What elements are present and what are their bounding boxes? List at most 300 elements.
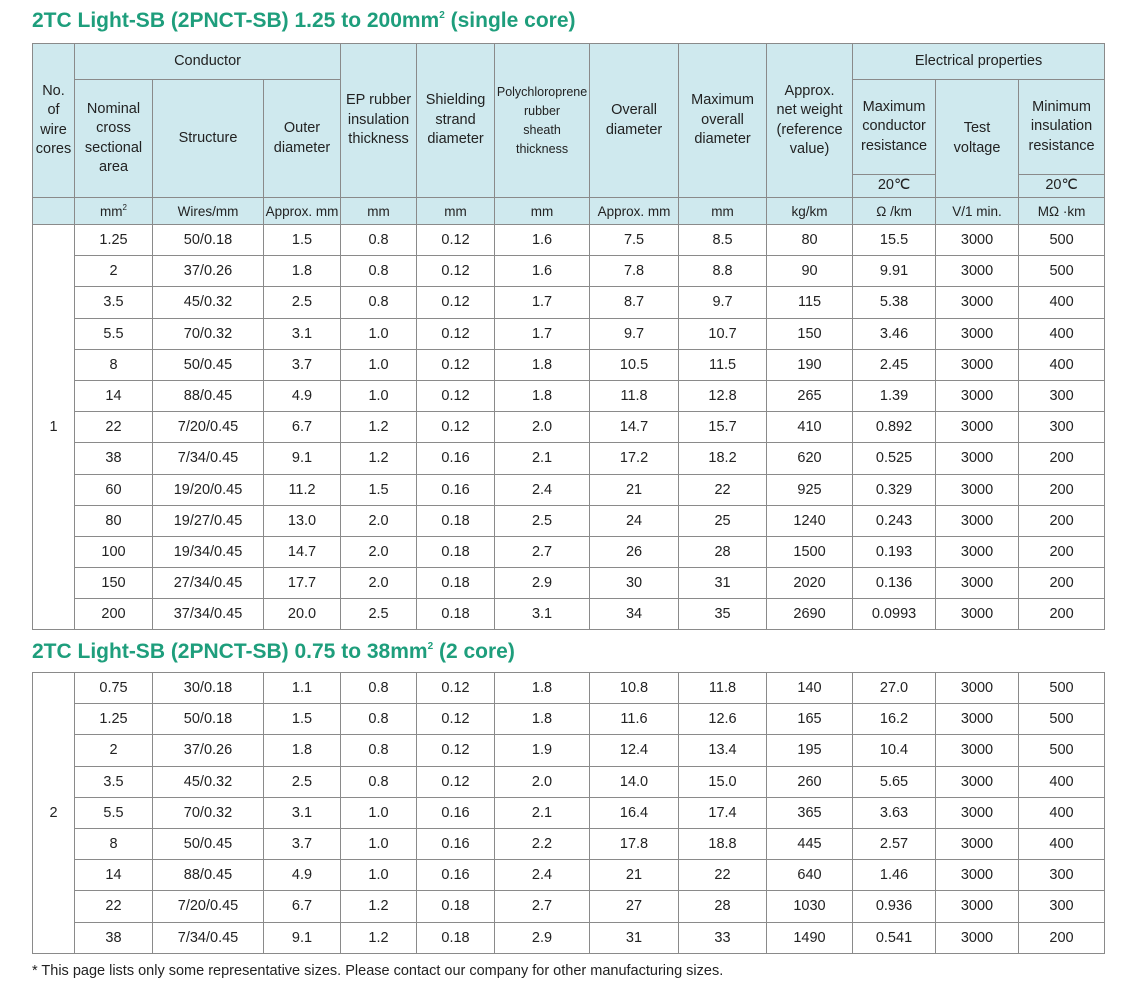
table-cell: 0.525 — [853, 443, 936, 474]
table-cell: 1.8 — [264, 256, 341, 287]
table-cell: 9.91 — [853, 256, 936, 287]
table-cell: 3000 — [936, 860, 1019, 891]
cores-count-cell: 2 — [33, 673, 75, 954]
table-cell: 3.63 — [853, 797, 936, 828]
unit-voltage: V/1 min. — [936, 198, 1019, 225]
table-cell: 115 — [767, 287, 853, 318]
table-cell: 3000 — [936, 828, 1019, 859]
table-cell: 7.8 — [590, 256, 679, 287]
table-cell: 26 — [590, 536, 679, 567]
table-cell: 500 — [1019, 225, 1105, 256]
table-cell: 31 — [590, 922, 679, 953]
table-cell: 10.5 — [590, 349, 679, 380]
table-cell: 8.8 — [679, 256, 767, 287]
table-row — [33, 349, 1105, 380]
table-cell: 9.1 — [264, 443, 341, 474]
table-cell: 24 — [590, 505, 679, 536]
unit-structure: Wires/mm — [153, 198, 264, 225]
table-cell: 1.1 — [264, 673, 341, 704]
header-max-overall-diameter: Maximum overall diameter — [679, 44, 767, 198]
table-cell: 2 — [75, 256, 153, 287]
table-cell: 12.8 — [679, 380, 767, 411]
table-cell: 88/0.45 — [153, 860, 264, 891]
table-cell: 12.4 — [590, 735, 679, 766]
table-cell: 31 — [679, 568, 767, 599]
table-cell: 6.7 — [264, 891, 341, 922]
table-cell: 16.4 — [590, 797, 679, 828]
table-cell: 21 — [590, 474, 679, 505]
table-cell: 260 — [767, 766, 853, 797]
table-cell: 1.39 — [853, 380, 936, 411]
table-cell: 0.18 — [417, 505, 495, 536]
table-cell: 12.6 — [679, 704, 767, 735]
table-row — [33, 599, 1105, 630]
table-cell: 37/0.26 — [153, 735, 264, 766]
table-cell: 38 — [75, 443, 153, 474]
table-cell: 8 — [75, 828, 153, 859]
table-cell: 2 — [75, 735, 153, 766]
table-cell: 3000 — [936, 443, 1019, 474]
table-cell: 140 — [767, 673, 853, 704]
table-cell: 7/34/0.45 — [153, 443, 264, 474]
table-cell: 2.5 — [495, 505, 590, 536]
header-structure: Structure — [153, 80, 264, 198]
header-conductor: Conductor — [75, 44, 341, 80]
table-cell: 3000 — [936, 536, 1019, 567]
table-cell: 37/34/0.45 — [153, 599, 264, 630]
two-core-spec-table — [32, 672, 1105, 954]
table-cell: 1.5 — [264, 704, 341, 735]
table-cell: 20.0 — [264, 599, 341, 630]
table-cell: 3000 — [936, 797, 1019, 828]
table-cell: 21 — [590, 860, 679, 891]
table-row — [33, 828, 1105, 859]
table-row — [33, 380, 1105, 411]
table-cell: 620 — [767, 443, 853, 474]
table-cell: 10.7 — [679, 318, 767, 349]
table-cell: 1.5 — [341, 474, 417, 505]
table-cell: 3.46 — [853, 318, 936, 349]
table-row — [33, 443, 1105, 474]
table-row — [33, 225, 1105, 256]
table-cell: 2.57 — [853, 828, 936, 859]
table-cell: 1.8 — [495, 704, 590, 735]
table-cell: 2.5 — [264, 766, 341, 797]
table-cell: 22 — [75, 891, 153, 922]
table-cell: 2.7 — [495, 891, 590, 922]
table-cell: 0.0993 — [853, 599, 936, 630]
table-cell: 30 — [590, 568, 679, 599]
table-cell: 3.1 — [495, 599, 590, 630]
table-cell: 0.12 — [417, 380, 495, 411]
table-cell: 8 — [75, 349, 153, 380]
table-cell: 640 — [767, 860, 853, 891]
table-row — [33, 474, 1105, 505]
table-cell: 0.12 — [417, 704, 495, 735]
table-cell: 1.8 — [264, 735, 341, 766]
table-row — [33, 766, 1105, 797]
table-cell: 50/0.45 — [153, 349, 264, 380]
unit-overall: Approx. mm — [590, 198, 679, 225]
table-cell: 17.2 — [590, 443, 679, 474]
table-cell: 3000 — [936, 412, 1019, 443]
table-cell: 0.75 — [75, 673, 153, 704]
table-cell: 0.18 — [417, 568, 495, 599]
table-cell: 9.7 — [679, 287, 767, 318]
table-cell: 5.5 — [75, 797, 153, 828]
table-cell: 1.9 — [495, 735, 590, 766]
table-cell: 34 — [590, 599, 679, 630]
table-cell: 925 — [767, 474, 853, 505]
table-row — [33, 256, 1105, 287]
table-title-two-core: 2TC Light-SB (2PNCT-SB) 0.75 to $38mm^2$ (2 core) — [32, 640, 515, 663]
table-cell: 15.7 — [679, 412, 767, 443]
table-cell: 2.0 — [341, 568, 417, 599]
table-cell: 15.0 — [679, 766, 767, 797]
table-cell: 0.16 — [417, 443, 495, 474]
table-cell: 2020 — [767, 568, 853, 599]
table-cell: 50/0.18 — [153, 225, 264, 256]
table-cell: 3000 — [936, 766, 1019, 797]
table-cell: 0.12 — [417, 287, 495, 318]
table-cell: 14 — [75, 380, 153, 411]
table-title-single-core: 2TC Light-SB (2PNCT-SB) 1.25 to $200mm^2$ (single core) — [32, 9, 576, 32]
table-cell: 1.25 — [75, 225, 153, 256]
header-cores: No. of wire cores — [33, 44, 75, 198]
table-cell: 25 — [679, 505, 767, 536]
table-cell: 300 — [1019, 380, 1105, 411]
table-row — [33, 704, 1105, 735]
table-cell: 3000 — [936, 568, 1019, 599]
table-cell: 500 — [1019, 704, 1105, 735]
table-cell: 0.8 — [341, 673, 417, 704]
unit-shield: mm — [417, 198, 495, 225]
table-cell: 30/0.18 — [153, 673, 264, 704]
header-temp-resistance: 20℃ — [853, 175, 936, 198]
header-sheath: Polychloroprene rubber sheath thickness — [495, 44, 590, 198]
table-cell: 0.12 — [417, 673, 495, 704]
table-cell: 2.7 — [495, 536, 590, 567]
table-cell: 19/34/0.45 — [153, 536, 264, 567]
table-cell: 28 — [679, 891, 767, 922]
table-cell: 0.936 — [853, 891, 936, 922]
table-cell: 0.12 — [417, 225, 495, 256]
table-cell: 7.5 — [590, 225, 679, 256]
table-cell: 0.16 — [417, 474, 495, 505]
table-cell: 200 — [75, 599, 153, 630]
table-cell: 200 — [1019, 536, 1105, 567]
table-cell: 3000 — [936, 318, 1019, 349]
unit-sheath: mm — [495, 198, 590, 225]
table-cell: 70/0.32 — [153, 797, 264, 828]
table-cell: 2.9 — [495, 568, 590, 599]
table-cell: 2.1 — [495, 797, 590, 828]
unit-area: $mm^2$ — [75, 198, 153, 225]
table-cell: 11.5 — [679, 349, 767, 380]
table-cell: 33 — [679, 922, 767, 953]
table-cell: 300 — [1019, 891, 1105, 922]
table-cell: 1.46 — [853, 860, 936, 891]
table-cell: 3.1 — [264, 797, 341, 828]
table-cell: 2.4 — [495, 474, 590, 505]
cores-count-cell: 1 — [33, 225, 75, 630]
table-cell: 400 — [1019, 828, 1105, 859]
table-cell: 11.2 — [264, 474, 341, 505]
table-cell: 2.9 — [495, 922, 590, 953]
unit-outer: Approx. mm — [264, 198, 341, 225]
table-cell: 3.1 — [264, 318, 341, 349]
table-cell: 38 — [75, 922, 153, 953]
table-cell: 1.0 — [341, 380, 417, 411]
table-cell: 0.18 — [417, 599, 495, 630]
table-cell: 3000 — [936, 474, 1019, 505]
table-cell: 14 — [75, 860, 153, 891]
table-cell: 0.18 — [417, 536, 495, 567]
table-cell: 0.16 — [417, 860, 495, 891]
table-cell: 410 — [767, 412, 853, 443]
table-cell: 2.2 — [495, 828, 590, 859]
table-cell: 3000 — [936, 735, 1019, 766]
table-cell: 17.8 — [590, 828, 679, 859]
table-cell: 4.9 — [264, 860, 341, 891]
table-cell: 2.4 — [495, 860, 590, 891]
table-cell: 1.8 — [495, 349, 590, 380]
table-cell: 60 — [75, 474, 153, 505]
table-row — [33, 505, 1105, 536]
table-cell: 2.0 — [341, 505, 417, 536]
table-cell: 37/0.26 — [153, 256, 264, 287]
table-cell: 90 — [767, 256, 853, 287]
table-cell: 2.5 — [341, 599, 417, 630]
table-cell: 2.1 — [495, 443, 590, 474]
table-cell: 8.7 — [590, 287, 679, 318]
table-cell: 400 — [1019, 287, 1105, 318]
table-cell: 22 — [679, 474, 767, 505]
table-cell: 1.6 — [495, 256, 590, 287]
table-cell: 1.0 — [341, 828, 417, 859]
table-cell: 400 — [1019, 797, 1105, 828]
table-cell: 0.12 — [417, 766, 495, 797]
table-cell: 1.2 — [341, 891, 417, 922]
table-cell: 17.7 — [264, 568, 341, 599]
table-cell: 1.2 — [341, 412, 417, 443]
table-cell: 16.2 — [853, 704, 936, 735]
table-cell: 10.8 — [590, 673, 679, 704]
table-cell: 2.5 — [264, 287, 341, 318]
table-cell: 400 — [1019, 318, 1105, 349]
table-cell: 11.6 — [590, 704, 679, 735]
table-cell: 0.8 — [341, 735, 417, 766]
table-cell: 27.0 — [853, 673, 936, 704]
table-cell: 3.5 — [75, 287, 153, 318]
table-cell: 3000 — [936, 287, 1019, 318]
table-cell: 0.8 — [341, 225, 417, 256]
table-cell: 0.193 — [853, 536, 936, 567]
table-cell: 11.8 — [590, 380, 679, 411]
table-cell: 19/20/0.45 — [153, 474, 264, 505]
table-cell: 9.1 — [264, 922, 341, 953]
table-cell: 0.12 — [417, 412, 495, 443]
table-cell: 400 — [1019, 766, 1105, 797]
table-row — [33, 860, 1105, 891]
table-cell: 3.7 — [264, 349, 341, 380]
table-cell: 200 — [1019, 599, 1105, 630]
table-cell: 200 — [1019, 922, 1105, 953]
table-cell: 1.25 — [75, 704, 153, 735]
table-cell: 0.8 — [341, 256, 417, 287]
table-cell: 1.0 — [341, 349, 417, 380]
table-cell: 2.0 — [495, 412, 590, 443]
header-electrical: Electrical properties — [853, 44, 1105, 80]
table-cell: 1.2 — [341, 922, 417, 953]
table-cell: 3000 — [936, 505, 1019, 536]
table-cell: 13.4 — [679, 735, 767, 766]
table-cell: 80 — [767, 225, 853, 256]
single-core-spec-table — [32, 43, 1105, 630]
table-cell: 300 — [1019, 860, 1105, 891]
table-cell: 1240 — [767, 505, 853, 536]
table-row — [33, 673, 1105, 704]
table-row — [33, 568, 1105, 599]
table-cell: 0.8 — [341, 704, 417, 735]
table-cell: 19/27/0.45 — [153, 505, 264, 536]
table-cell: 17.4 — [679, 797, 767, 828]
table-cell: 28 — [679, 536, 767, 567]
table-cell: 35 — [679, 599, 767, 630]
table-cell: 365 — [767, 797, 853, 828]
table-cell: 1.6 — [495, 225, 590, 256]
table-cell: 0.12 — [417, 256, 495, 287]
table-cell: 1.8 — [495, 380, 590, 411]
table-cell: 3000 — [936, 922, 1019, 953]
table-cell: 200 — [1019, 568, 1105, 599]
table-row — [33, 891, 1105, 922]
table-cell: 14.7 — [264, 536, 341, 567]
table-cell: 6.7 — [264, 412, 341, 443]
header-test-voltage: Test voltage — [936, 80, 1019, 198]
table-cell: 0.243 — [853, 505, 936, 536]
table-cell: 0.12 — [417, 318, 495, 349]
table-cell: 0.12 — [417, 735, 495, 766]
table-cell: 2.0 — [495, 766, 590, 797]
table-cell: 50/0.45 — [153, 828, 264, 859]
table-cell: 15.5 — [853, 225, 936, 256]
table-cell: 3.7 — [264, 828, 341, 859]
table-cell: 5.5 — [75, 318, 153, 349]
table-cell: 500 — [1019, 256, 1105, 287]
unit-ep: mm — [341, 198, 417, 225]
header-temp-insulation: 20℃ — [1019, 175, 1105, 198]
table-cell: 8.5 — [679, 225, 767, 256]
table-cell: 13.0 — [264, 505, 341, 536]
unit-cores-blank — [33, 198, 75, 225]
table-cell: 1.0 — [341, 797, 417, 828]
header-insulation-resistance: Minimum insulation resistance — [1019, 80, 1105, 175]
table-cell: 0.8 — [341, 287, 417, 318]
table-cell: 3000 — [936, 349, 1019, 380]
header-nominal-area: Nominal cross sectional area — [75, 80, 153, 198]
table-cell: 7/20/0.45 — [153, 412, 264, 443]
table-cell: 1.0 — [341, 318, 417, 349]
table-cell: 14.0 — [590, 766, 679, 797]
table-cell: 1030 — [767, 891, 853, 922]
table-cell: 3000 — [936, 225, 1019, 256]
header-conductor-resistance: Maximum conductor resistance — [853, 80, 936, 175]
table-cell: 5.65 — [853, 766, 936, 797]
table-cell: 3.5 — [75, 766, 153, 797]
table-cell: 0.12 — [417, 349, 495, 380]
table-cell: 200 — [1019, 505, 1105, 536]
table-cell: 14.7 — [590, 412, 679, 443]
table-cell: 100 — [75, 536, 153, 567]
unit-insulation: MΩ ·km — [1019, 198, 1105, 225]
table-cell: 400 — [1019, 349, 1105, 380]
table-cell: 27/34/0.45 — [153, 568, 264, 599]
footnote: * This page lists only some representative sizes. Please contact our company for other manufacturing sizes. — [32, 963, 724, 979]
table-row — [33, 412, 1105, 443]
table-cell: 0.541 — [853, 922, 936, 953]
table-row — [33, 735, 1105, 766]
table-cell: 0.18 — [417, 891, 495, 922]
table-cell: 7/34/0.45 — [153, 922, 264, 953]
table-cell: 11.8 — [679, 673, 767, 704]
table-cell: 200 — [1019, 474, 1105, 505]
table-cell: 1.7 — [495, 287, 590, 318]
table-cell: 500 — [1019, 673, 1105, 704]
table-cell: 3000 — [936, 256, 1019, 287]
table-cell: 1.2 — [341, 443, 417, 474]
table-cell: 4.9 — [264, 380, 341, 411]
table-cell: 70/0.32 — [153, 318, 264, 349]
table-cell: 45/0.32 — [153, 766, 264, 797]
table-cell: 500 — [1019, 735, 1105, 766]
table-cell: 3000 — [936, 704, 1019, 735]
table-row — [33, 536, 1105, 567]
table-cell: 27 — [590, 891, 679, 922]
table-row — [33, 318, 1105, 349]
table-cell: 18.2 — [679, 443, 767, 474]
table-cell: 1.7 — [495, 318, 590, 349]
table-cell: 200 — [1019, 443, 1105, 474]
table-cell: 1.0 — [341, 860, 417, 891]
table-cell: 1500 — [767, 536, 853, 567]
table-cell: 150 — [767, 318, 853, 349]
table-cell: 45/0.32 — [153, 287, 264, 318]
table-cell: 1.8 — [495, 673, 590, 704]
unit-weight: kg/km — [767, 198, 853, 225]
table-cell: 2.0 — [341, 536, 417, 567]
unit-resistance: Ω /km — [853, 198, 936, 225]
table-cell: 5.38 — [853, 287, 936, 318]
table-cell: 3000 — [936, 891, 1019, 922]
header-net-weight: Approx. net weight (reference value) — [767, 44, 853, 198]
header-ep-rubber: EP rubber insulation thickness — [341, 44, 417, 198]
table-cell: 165 — [767, 704, 853, 735]
table-cell: 0.892 — [853, 412, 936, 443]
table-cell: 1.5 — [264, 225, 341, 256]
table-cell: 80 — [75, 505, 153, 536]
table-cell: 0.18 — [417, 922, 495, 953]
table-cell: 2.45 — [853, 349, 936, 380]
table-cell: 0.16 — [417, 797, 495, 828]
table-cell: 0.16 — [417, 828, 495, 859]
table-row — [33, 922, 1105, 953]
table-cell: 1490 — [767, 922, 853, 953]
table-cell: 2690 — [767, 599, 853, 630]
header-outer-diameter: Outer diameter — [264, 80, 341, 198]
table-cell: 190 — [767, 349, 853, 380]
header-overall-diameter: Overall diameter — [590, 44, 679, 198]
